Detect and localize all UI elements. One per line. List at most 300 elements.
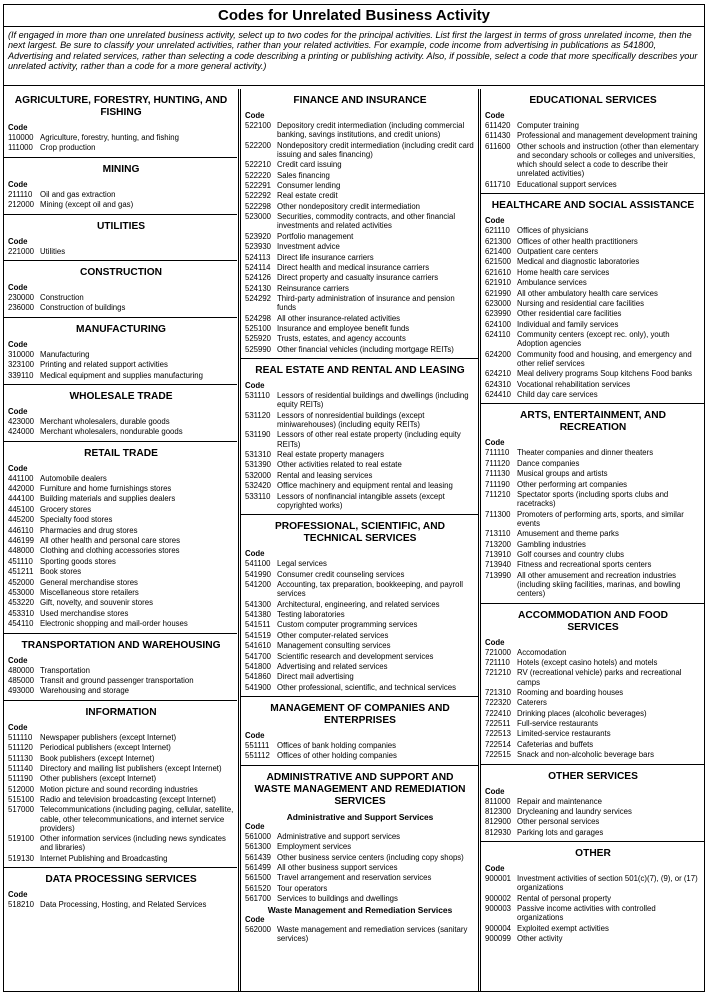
code-row bbox=[8, 143, 234, 153]
code-row bbox=[245, 411, 475, 431]
code-row bbox=[245, 294, 475, 314]
code-row bbox=[245, 492, 475, 512]
code-number: 541300 bbox=[245, 599, 272, 609]
section-title: PROFESSIONAL, SCIENTIFIC, AND TECHNICAL SERVICES bbox=[275, 521, 445, 545]
section-title: TRANSPORTATION AND WAREHOUSING bbox=[21, 639, 221, 651]
code-row bbox=[8, 536, 234, 546]
code-description: Agriculture, forestry, hunting, and fishing bbox=[40, 133, 179, 142]
code-description: Printing and related support activities bbox=[40, 360, 168, 370]
code-header: Code bbox=[8, 179, 28, 189]
code-description: Directory and mailing list publishers (except Internet) bbox=[40, 763, 222, 773]
code-row bbox=[8, 834, 234, 854]
code-row bbox=[8, 588, 234, 598]
section-title: FINANCE AND INSURANCE bbox=[293, 95, 427, 106]
code-number: 722513 bbox=[485, 729, 512, 739]
code-header: Code bbox=[245, 821, 265, 831]
code-description: Limited-service restaurants bbox=[517, 729, 611, 739]
code-row bbox=[8, 494, 234, 504]
code-row bbox=[485, 807, 701, 817]
code-number: 900004 bbox=[485, 923, 512, 933]
code-number: 624100 bbox=[485, 319, 512, 329]
section-title: INFORMATION bbox=[85, 706, 157, 718]
code-description: Snack and non-alcoholic beverage bars bbox=[517, 750, 654, 760]
code-number: 561500 bbox=[245, 873, 272, 883]
code-description: Other personal services bbox=[517, 817, 600, 827]
code-row bbox=[245, 662, 475, 672]
code-number: 444100 bbox=[8, 494, 35, 504]
section bbox=[4, 442, 237, 634]
code-number: 446110 bbox=[8, 525, 34, 535]
code-number: 551111 bbox=[245, 741, 270, 751]
code-number: 541519 bbox=[245, 630, 272, 640]
code-description: Advertising and related services bbox=[277, 661, 388, 671]
section-title: HEALTHCARE AND SOCIAL ASSISTANCE bbox=[491, 200, 695, 212]
code-row bbox=[485, 817, 701, 827]
code-number: 445200 bbox=[8, 515, 35, 525]
code-row bbox=[245, 160, 475, 170]
code-number: 310000 bbox=[8, 349, 35, 359]
code-description: All other amusement and recreation industries (including skiing facilities, marinas, and bowling centers) bbox=[517, 570, 681, 599]
code-description: Crop production bbox=[40, 143, 96, 153]
code-number: 531390 bbox=[245, 460, 272, 470]
code-description: Direct mail advertising bbox=[277, 672, 354, 682]
code-row bbox=[485, 121, 701, 131]
code-number: 511130 bbox=[8, 753, 33, 763]
code-row bbox=[8, 303, 234, 313]
code-row bbox=[245, 610, 475, 620]
code-number: 522298 bbox=[245, 201, 272, 211]
code-row bbox=[245, 631, 475, 641]
code-number: 611710 bbox=[485, 179, 511, 189]
code-description: Lessors of nonfinancial intangible assets (except copyrighted works) bbox=[277, 491, 445, 510]
section bbox=[4, 89, 237, 158]
code-description: Home health care services bbox=[517, 267, 610, 277]
code-number: 711120 bbox=[485, 458, 510, 468]
code-description: Professional and management development training bbox=[517, 131, 698, 141]
code-number: 541990 bbox=[245, 569, 272, 579]
code-number: 523000 bbox=[245, 212, 272, 222]
code-header: Code bbox=[485, 786, 505, 796]
section bbox=[241, 697, 478, 766]
code-number: 561000 bbox=[245, 831, 272, 841]
code-row bbox=[485, 330, 701, 350]
code-description: Radio and television broadcasting (except Internet) bbox=[40, 795, 216, 805]
code-number: 721310 bbox=[485, 687, 512, 697]
code-number: 713110 bbox=[485, 529, 511, 539]
code-row bbox=[8, 190, 234, 200]
code-number: 531120 bbox=[245, 410, 271, 420]
code-number: 480000 bbox=[8, 665, 35, 675]
code-row bbox=[245, 620, 475, 630]
code-description: Consumer lending bbox=[277, 180, 341, 190]
code-description: Other residential care facilities bbox=[517, 309, 622, 319]
code-row bbox=[8, 754, 234, 764]
code-number: 454110 bbox=[8, 619, 34, 629]
code-description: Spectator sports (including sports clubs and racetracks) bbox=[517, 490, 669, 509]
code-number: 511190 bbox=[8, 774, 33, 784]
code-row bbox=[485, 131, 701, 141]
code-description: Other nondepository credit intermediation bbox=[277, 201, 421, 211]
code-number: 453310 bbox=[8, 608, 35, 618]
code-header: Code bbox=[485, 864, 505, 874]
code-row bbox=[485, 904, 701, 924]
code-number: 525990 bbox=[245, 344, 272, 354]
code-description: Musical groups and artists bbox=[517, 469, 608, 479]
code-header: Code bbox=[245, 731, 265, 741]
code-description: Employment services bbox=[277, 842, 352, 852]
code-number: 111000 bbox=[8, 143, 33, 153]
code-number: 452000 bbox=[8, 577, 35, 587]
section-title: ADMINISTRATIVE AND SUPPORT AND WASTE MANAGEMENT AND REMEDIATION SERVICES bbox=[254, 771, 466, 807]
code-description: Gambling industries bbox=[517, 539, 586, 549]
section-title: AGRICULTURE, FORESTRY, HUNTING, AND FISHING bbox=[14, 95, 228, 118]
section-title: MANUFACTURING bbox=[76, 323, 166, 335]
code-number: 524114 bbox=[245, 262, 271, 272]
code-description: Mining (except oil and gas) bbox=[40, 200, 134, 210]
code-number: 523920 bbox=[245, 231, 272, 241]
code-row bbox=[8, 505, 234, 515]
code-number: 623000 bbox=[485, 298, 512, 308]
code-description: Real estate property managers bbox=[277, 450, 385, 460]
code-number: 524130 bbox=[245, 283, 272, 293]
section bbox=[241, 89, 478, 359]
code-row bbox=[8, 567, 234, 577]
code-number: 524113 bbox=[245, 252, 271, 262]
code-description: Office machinery and equipment rental and leasing bbox=[277, 481, 453, 491]
code-number: 713200 bbox=[485, 539, 512, 549]
code-row bbox=[8, 133, 234, 143]
code-number: 522291 bbox=[245, 180, 272, 190]
code-number: 561499 bbox=[245, 863, 272, 873]
code-number: 541610 bbox=[245, 641, 272, 651]
code-row bbox=[485, 278, 701, 288]
code-description: Other business service centers (including copy shops) bbox=[277, 852, 464, 862]
code-number: 711210 bbox=[485, 490, 511, 499]
code-row bbox=[245, 391, 475, 411]
code-number: 522220 bbox=[245, 170, 272, 180]
code-description: General merchandise stores bbox=[40, 577, 138, 587]
code-row bbox=[485, 934, 701, 944]
code-description: Book stores bbox=[40, 567, 82, 577]
code-row bbox=[8, 854, 234, 864]
code-number: 445100 bbox=[8, 504, 35, 514]
code-row bbox=[245, 334, 475, 344]
section bbox=[481, 89, 704, 194]
code-number: 561520 bbox=[245, 883, 272, 893]
section-title: RETAIL TRADE bbox=[84, 447, 158, 459]
code-row bbox=[485, 874, 701, 894]
code-header: Code bbox=[8, 722, 28, 732]
code-number: 711300 bbox=[485, 509, 511, 519]
section bbox=[4, 158, 237, 215]
page-title: Codes for Unrelated Business Activity bbox=[4, 5, 704, 27]
code-row bbox=[245, 324, 475, 334]
code-number: 453000 bbox=[8, 587, 35, 597]
code-row bbox=[245, 141, 475, 161]
code-description: Cafeterias and buffets bbox=[517, 739, 594, 749]
section-title: DATA PROCESSING SERVICES bbox=[45, 874, 197, 886]
code-number: 621300 bbox=[485, 236, 512, 246]
code-row bbox=[485, 257, 701, 267]
code-row bbox=[245, 450, 475, 460]
code-number: 230000 bbox=[8, 292, 35, 302]
code-description: Depository credit intermediation (including commercial banking, savings institutions, and credit unions) bbox=[277, 121, 465, 140]
code-description: Promoters of performing arts, sports, and similar events bbox=[517, 509, 684, 528]
code-description: Specialty food stores bbox=[40, 515, 113, 525]
code-number: 713990 bbox=[485, 570, 512, 580]
code-description: All other health and personal care stores bbox=[40, 536, 180, 546]
code-number: 523930 bbox=[245, 242, 272, 252]
code-number: 512000 bbox=[8, 784, 35, 794]
codes-form bbox=[3, 4, 705, 992]
code-description: Automobile dealers bbox=[40, 473, 107, 483]
code-description: Administrative and support services bbox=[277, 831, 401, 841]
section bbox=[4, 868, 237, 913]
code-number: 811000 bbox=[485, 796, 511, 806]
code-description: Medical and diagnostic laboratories bbox=[517, 257, 640, 267]
code-row bbox=[485, 289, 701, 299]
code-description: Transportation bbox=[40, 665, 90, 675]
code-header: Code bbox=[485, 438, 505, 448]
code-description: Parking lots and garages bbox=[517, 827, 604, 837]
code-number: 812930 bbox=[485, 827, 512, 837]
code-description: Oil and gas extraction bbox=[40, 189, 116, 199]
code-description: Telecommunications (including paging, cellular, satellite, cable, other telecommunications, and internet service providers) bbox=[40, 805, 234, 833]
code-row bbox=[245, 894, 475, 904]
code-description: Rooming and boarding houses bbox=[517, 687, 624, 697]
code-row bbox=[8, 247, 234, 257]
code-description: Furniture and home furnishings stores bbox=[40, 484, 172, 494]
code-number: 721110 bbox=[485, 657, 510, 667]
code-row bbox=[245, 570, 475, 580]
code-number: 323100 bbox=[8, 360, 35, 370]
code-number: 522210 bbox=[245, 160, 272, 170]
code-row bbox=[485, 369, 701, 379]
code-row bbox=[245, 121, 475, 141]
code-description: Testing laboratories bbox=[277, 609, 345, 619]
code-description: Consumer credit counseling services bbox=[277, 569, 405, 579]
code-columns bbox=[4, 89, 704, 991]
code-number: 722511 bbox=[485, 719, 511, 729]
code-description: Other professional, scientific, and technical services bbox=[277, 682, 456, 692]
code-description: Passive income activities with controlled organizations bbox=[517, 904, 656, 923]
section-title: MINING bbox=[102, 163, 140, 175]
code-description: Architectural, engineering, and related services bbox=[277, 599, 440, 609]
code-number: 900001 bbox=[485, 874, 512, 884]
section-title: REAL ESTATE AND RENTAL AND LEASING bbox=[255, 365, 465, 377]
code-row bbox=[245, 600, 475, 610]
code-row bbox=[8, 609, 234, 619]
code-description: Repair and maintenance bbox=[517, 796, 602, 806]
code-row bbox=[8, 686, 234, 696]
code-number: 711190 bbox=[485, 479, 510, 489]
code-row bbox=[8, 743, 234, 753]
code-row bbox=[485, 797, 701, 807]
code-number: 524298 bbox=[245, 313, 272, 323]
code-row bbox=[245, 273, 475, 283]
section bbox=[241, 359, 478, 515]
code-number: 541700 bbox=[245, 651, 272, 661]
code-description: Pharmacies and drug stores bbox=[40, 525, 138, 535]
code-description: Offices of bank holding companies bbox=[277, 741, 397, 751]
code-row bbox=[485, 142, 701, 180]
code-number: 522292 bbox=[245, 191, 272, 201]
code-description: Services to buildings and dwellings bbox=[277, 894, 398, 904]
code-row bbox=[485, 480, 701, 490]
code-number: 541200 bbox=[245, 579, 272, 589]
code-number: 541100 bbox=[245, 559, 271, 569]
code-row bbox=[8, 371, 234, 381]
code-row bbox=[8, 619, 234, 629]
code-description: Other schools and instruction (other than elementary and secondary schools or colleges and universities, which should select a code to describe their unrelated activities) bbox=[517, 141, 699, 179]
code-number: 812900 bbox=[485, 817, 512, 827]
code-description: Newspaper publishers (except Internet) bbox=[40, 732, 177, 742]
code-row bbox=[485, 560, 701, 570]
code-number: 562000 bbox=[245, 924, 272, 934]
code-number: 442000 bbox=[8, 484, 35, 494]
section bbox=[4, 215, 237, 261]
code-description: Amusement and theme parks bbox=[517, 529, 619, 539]
code-description: Reinsurance carriers bbox=[277, 283, 349, 293]
code-description: Outpatient care centers bbox=[517, 246, 599, 256]
code-description: Internet Publishing and Broadcasting bbox=[40, 853, 168, 863]
code-description: Dance companies bbox=[517, 458, 580, 468]
code-number: 541800 bbox=[245, 661, 272, 671]
section-title: CONSTRUCTION bbox=[79, 266, 163, 278]
code-row bbox=[245, 471, 475, 481]
section-title: EDUCATIONAL SERVICES bbox=[529, 95, 657, 106]
code-description: Theater companies and dinner theaters bbox=[517, 448, 654, 458]
code-number: 212000 bbox=[8, 200, 35, 210]
code-number: 561439 bbox=[245, 852, 272, 862]
code-description: All other insurance-related activities bbox=[277, 313, 401, 323]
code-number: 624200 bbox=[485, 349, 512, 359]
code-description: All other business support services bbox=[277, 863, 398, 873]
code-number: 532000 bbox=[245, 470, 272, 480]
code-number: 511140 bbox=[8, 763, 33, 773]
code-description: Lessors of other real estate property (including equity REITs) bbox=[277, 430, 461, 449]
code-number: 722514 bbox=[485, 739, 512, 749]
code-header: Code bbox=[8, 282, 28, 292]
code-number: 551112 bbox=[245, 751, 270, 761]
code-row bbox=[485, 550, 701, 560]
code-row bbox=[8, 200, 234, 210]
code-row bbox=[245, 853, 475, 863]
code-number: 713910 bbox=[485, 549, 512, 559]
code-header: Code bbox=[8, 339, 28, 349]
column-1 bbox=[4, 89, 237, 991]
code-description: Direct property and casualty insurance carriers bbox=[277, 273, 439, 283]
code-row bbox=[8, 774, 234, 784]
code-description: Building materials and supplies dealers bbox=[40, 494, 176, 504]
code-number: 221000 bbox=[8, 246, 35, 256]
code-number: 722515 bbox=[485, 750, 512, 760]
code-header: Code bbox=[485, 637, 505, 647]
code-number: 531190 bbox=[245, 430, 271, 440]
code-number: 517000 bbox=[8, 805, 35, 815]
code-row bbox=[245, 683, 475, 693]
code-header: Code bbox=[485, 216, 505, 226]
code-row bbox=[8, 484, 234, 494]
code-description: Data Processing, Hosting, and Related Services bbox=[40, 900, 207, 910]
code-row bbox=[485, 740, 701, 750]
code-row bbox=[485, 729, 701, 739]
code-description: Portfolio management bbox=[277, 231, 354, 241]
code-number: 541900 bbox=[245, 682, 272, 692]
code-row bbox=[485, 350, 701, 370]
code-number: 515100 bbox=[8, 795, 35, 805]
code-row bbox=[485, 268, 701, 278]
code-description: Custom computer programming services bbox=[277, 620, 418, 630]
code-header: Code bbox=[8, 890, 28, 900]
code-row bbox=[245, 842, 475, 852]
code-description: Motion picture and sound recording industries bbox=[40, 784, 198, 794]
column-2 bbox=[240, 89, 478, 991]
code-number: 900003 bbox=[485, 904, 512, 914]
code-number: 522100 bbox=[245, 121, 272, 130]
code-number: 531310 bbox=[245, 450, 272, 460]
section bbox=[481, 604, 704, 765]
code-row bbox=[8, 526, 234, 536]
code-number: 522200 bbox=[245, 140, 272, 150]
code-row bbox=[245, 345, 475, 355]
code-number: 511110 bbox=[8, 732, 33, 742]
code-row bbox=[245, 253, 475, 263]
section bbox=[4, 261, 237, 318]
code-number: 441100 bbox=[8, 473, 34, 483]
code-number: 621990 bbox=[485, 288, 512, 298]
code-number: 561700 bbox=[245, 894, 272, 904]
code-row bbox=[8, 805, 234, 834]
code-description: Trusts, estates, and agency accounts bbox=[277, 334, 406, 344]
section bbox=[241, 766, 478, 947]
code-number: 236000 bbox=[8, 303, 35, 313]
section-title: OTHER bbox=[575, 848, 611, 860]
code-row bbox=[485, 750, 701, 760]
code-row bbox=[485, 469, 701, 479]
code-row bbox=[8, 546, 234, 556]
code-header: Code bbox=[245, 549, 265, 559]
code-description: Insurance and employee benefit funds bbox=[277, 324, 410, 334]
code-description: Legal services bbox=[277, 559, 327, 569]
code-description: Full-service restaurants bbox=[517, 719, 599, 729]
code-number: 511120 bbox=[8, 743, 33, 753]
code-description: Lessors of nonresidential buildings (except miniwarehouses) (including equity REITs) bbox=[277, 410, 425, 430]
code-row bbox=[8, 350, 234, 360]
code-row bbox=[485, 828, 701, 838]
column-3 bbox=[480, 89, 704, 991]
code-description: Community food and housing, and emergency and other relief services bbox=[517, 349, 692, 368]
code-description: Accounting, tax preparation, bookkeeping, and payroll services bbox=[277, 579, 463, 599]
code-description: Vocational rehabilitation services bbox=[517, 379, 631, 389]
code-description: Fitness and recreational sports centers bbox=[517, 560, 652, 570]
code-header: Code bbox=[245, 111, 265, 120]
code-number: 524126 bbox=[245, 273, 272, 283]
code-number: 451110 bbox=[8, 556, 33, 566]
section bbox=[241, 515, 478, 697]
code-row bbox=[8, 785, 234, 795]
code-header: Code bbox=[245, 381, 265, 391]
code-row bbox=[485, 490, 701, 510]
code-description: Other information services (including news syndicates and libraries) bbox=[40, 834, 226, 853]
code-row bbox=[485, 698, 701, 708]
code-description: Rental and leasing services bbox=[277, 470, 373, 480]
code-row bbox=[8, 417, 234, 427]
section-title: MANAGEMENT OF COMPANIES AND ENTERPRISES bbox=[270, 703, 450, 727]
code-description: Ambulance services bbox=[517, 278, 587, 288]
section bbox=[481, 765, 704, 843]
code-row bbox=[8, 427, 234, 437]
